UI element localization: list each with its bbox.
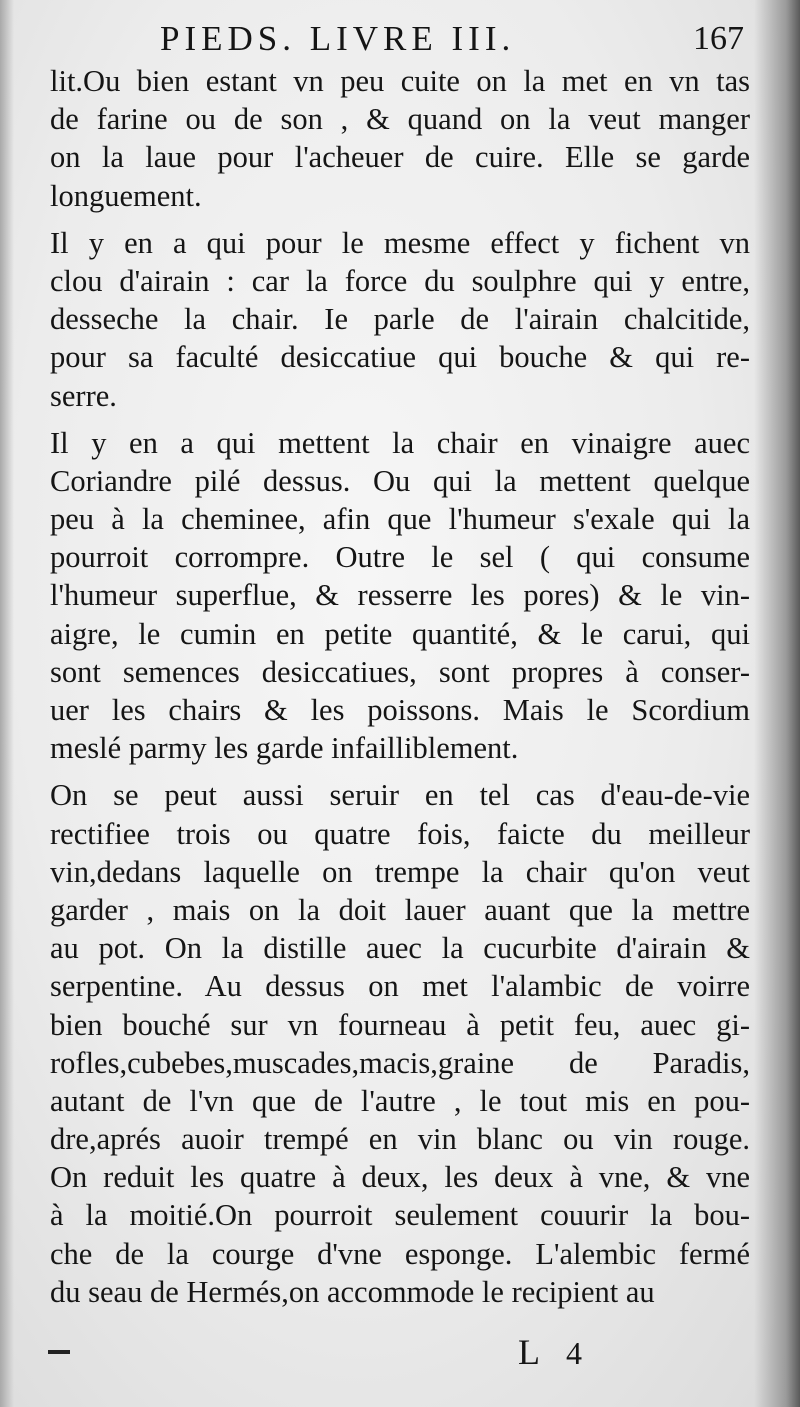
text-line: bien bouché sur vn fourneau à petit feu, auec gi-	[50, 1007, 750, 1042]
running-head: PIEDS. LIVRE III.	[160, 19, 516, 58]
text-line: au pot. On la distille auec la cucurbite d'airain &	[50, 931, 750, 966]
signature-mark	[518, 1330, 582, 1375]
text-line: longuement.	[50, 178, 202, 213]
text-line: serpentine. Au dessus on met l'alambic de voirre	[50, 969, 750, 1004]
text-line: meslé parmy les garde infailliblement.	[50, 731, 519, 766]
page-shadow-left	[0, 0, 14, 1407]
text-line: on la laue pour l'acheuer de cuire. Elle se garde	[50, 140, 750, 175]
page-footer	[40, 1330, 740, 1380]
paragraph	[50, 776, 750, 1311]
text-line: sont semences desiccatiues, sont propres à conser-	[50, 654, 750, 689]
text-line: lit.Ou bien estant vn peu cuite on la met en vn tas	[50, 64, 750, 98]
text-body	[50, 62, 750, 1311]
signature-letter: L	[518, 1332, 540, 1372]
text-line: du seau de Hermés,on accommode le recipient au	[50, 1274, 655, 1309]
text-line: garder , mais on la doit lauer auant que la mettre	[50, 892, 750, 927]
text-line: rectifiee trois ou quatre fois, faicte du meilleur	[50, 816, 750, 851]
text-line: l'humeur superflue, & resserre les pores) & le vin-	[50, 578, 750, 613]
text-line: che de la courge d'vne esponge. L'alembic fermé	[50, 1236, 750, 1271]
text-line: aigre, le cumin en petite quantité, & le carui, qui	[50, 616, 750, 651]
text-line: peu à la cheminee, afin que l'humeur s'exale qui la	[50, 502, 750, 537]
signature-number: 4	[566, 1335, 582, 1371]
page-shadow-right	[754, 0, 800, 1407]
page-header	[160, 14, 744, 64]
paragraph-gap	[50, 415, 750, 424]
paragraph	[50, 62, 750, 215]
text-line: Coriandre pilé dessus. Ou qui la mettent quelque	[50, 463, 750, 498]
page-number: 167	[693, 20, 744, 57]
text-line: de farine ou de son , & quand on la veut manger	[50, 102, 750, 137]
text-line: Il y en a qui mettent la chair en vinaigre auec	[50, 425, 750, 460]
text-line: desseche la chair. Ie parle de l'airain chalcitide,	[50, 302, 750, 337]
text-line: dre,aprés auoir trempé en vin blanc ou vin rouge.	[50, 1122, 750, 1157]
text-line: vin,dedans laquelle on trempe la chair qu'on veut	[50, 854, 750, 889]
paragraph-gap	[50, 767, 750, 776]
text-line: On reduit les quatre à deux, les deux à vne, & vne	[50, 1160, 750, 1195]
text-line: rofles,cubebes,muscades,macis,graine de Paradis,	[50, 1045, 750, 1080]
text-line: Il y en a qui pour le mesme effect y fichent vn	[50, 225, 750, 260]
text-line: clou d'airain : car la force du soulphre qui y entre,	[50, 263, 750, 298]
text-line: autant de l'vn que de l'autre , le tout mis en pou-	[50, 1083, 750, 1118]
footer-dash	[48, 1350, 70, 1354]
text-line: à la moitié.On pourroit seulement couurir la bou-	[50, 1198, 750, 1233]
text-line: uer les chairs & les poissons. Mais le Scordium	[50, 693, 750, 727]
text-line: On se peut aussi seruir en tel cas d'eau-de-vie	[50, 778, 750, 813]
text-line: serre.	[50, 378, 117, 413]
paragraph	[50, 424, 750, 768]
paragraph	[50, 224, 750, 415]
paragraph-gap	[50, 215, 750, 224]
text-line: pourroit corrompre. Outre le sel ( qui consume	[50, 540, 750, 575]
text-line: pour sa faculté desiccatiue qui bouche & qui re-	[50, 340, 750, 375]
